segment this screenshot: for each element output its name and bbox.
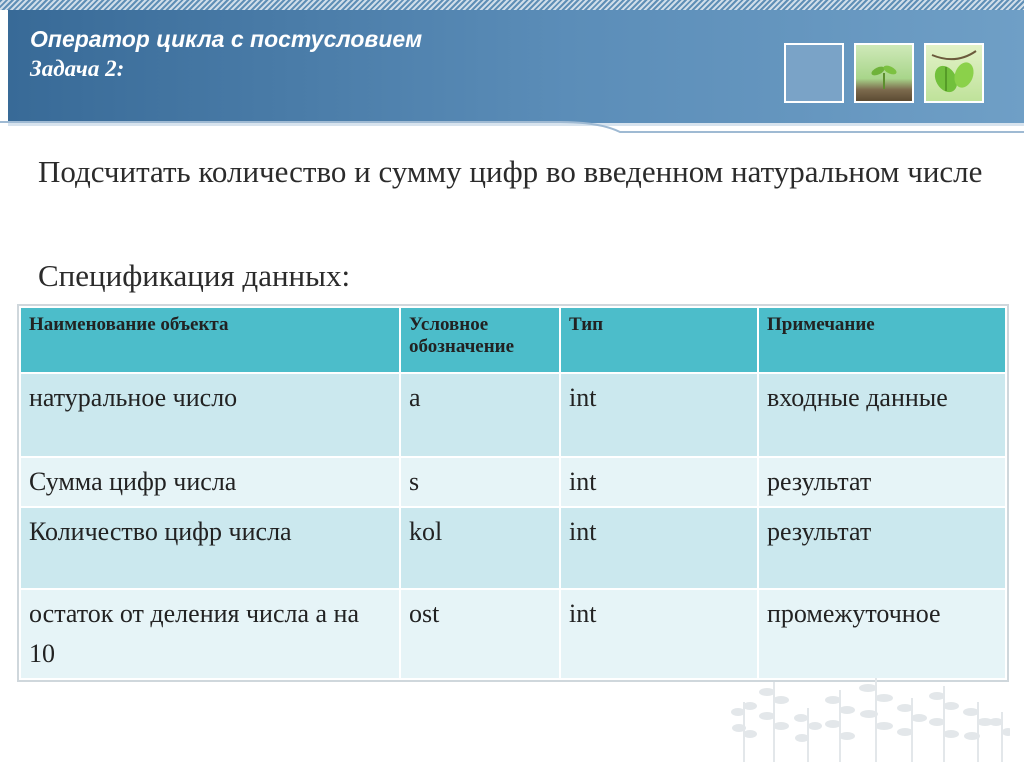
table-row (20, 373, 1006, 457)
cell-symbol: a (400, 373, 560, 457)
table-header-row (20, 307, 1006, 373)
table-row (20, 507, 1006, 589)
cell-type: int (560, 373, 758, 457)
header-type: Тип (560, 307, 758, 373)
cell-symbol: s (400, 457, 560, 507)
cell-name: натуральное число (20, 373, 400, 457)
cell-name: Количество цифр числа (20, 507, 400, 589)
leaf-photo-icon (924, 43, 984, 103)
header-name: Наименование объекта (20, 307, 400, 373)
top-stripe (0, 0, 1024, 10)
header-swoosh (0, 118, 1024, 142)
blank-square-icon (784, 43, 844, 103)
data-spec-table (19, 306, 1007, 680)
header-note: Примечание (758, 307, 1006, 373)
plant-silhouettes-icon (730, 672, 1010, 762)
slide-header (8, 10, 1024, 123)
spec-heading: Спецификация данных: (38, 258, 351, 293)
table-row (20, 457, 1006, 507)
task-description: Подсчитать количество и сумму цифр во введенном натуральном числе (38, 154, 983, 189)
cell-type: int (560, 589, 758, 679)
cell-name: остаток от деления числа а на 10 (20, 589, 400, 679)
cell-name: Сумма цифр числа (20, 457, 400, 507)
cell-note: результат (758, 507, 1006, 589)
cell-type: int (560, 507, 758, 589)
cell-note: промежуточное (758, 589, 1006, 679)
cell-type: int (560, 457, 758, 507)
cell-note: входные данные (758, 373, 1006, 457)
header-symbol: Условное обозначение (400, 307, 560, 373)
sprout-photo-icon (854, 43, 914, 103)
cell-note: результат (758, 457, 1006, 507)
slide-title: Оператор цикла с постусловием (30, 26, 423, 52)
table-row (20, 589, 1006, 679)
slide-subtitle: Задача 2: (30, 56, 125, 81)
cell-symbol: kol (400, 507, 560, 589)
cell-symbol: ost (400, 589, 560, 679)
